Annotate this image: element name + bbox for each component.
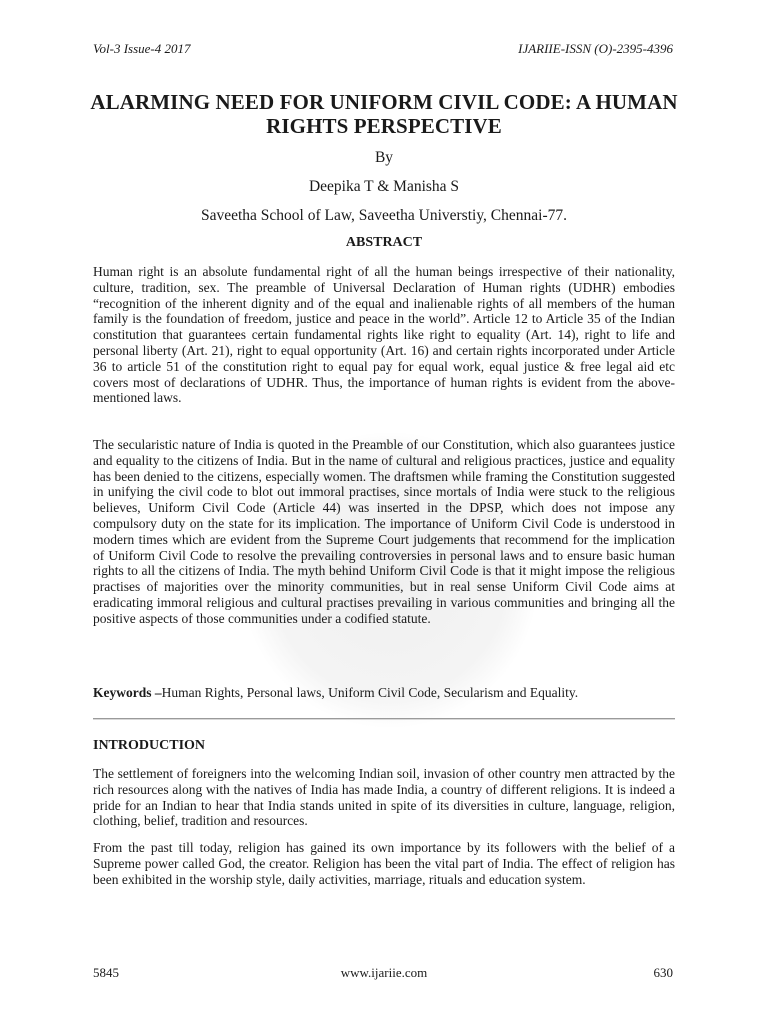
introduction-heading: INTRODUCTION: [93, 738, 206, 753]
abstract-paragraph-1: Human right is an absolute fundamental right of all the human beings irrespective of their nationality, culture, tradition, sex. The preamble of Universal Declaration of Human rights (UDHR) embodies “recognition of the inherent dignity and of the equal and inalienable rights of all members of the human family is the foundation of freedom, justice and peace in the world”. Article 12 to Article 35 of the Indian constitution that guarantees certain fundamental rights like right to equality (Art. 14), right to life and personal liberty (Art. 21), right to equal opportunity (Art. 16) and certain rights incorporated under Article 36 to article 51 of the constitution right to equal pay for equal work, equal justice & free legal aid etc covers most of declarations of UDHR. Thus, the importance of human rights is evident from the above-mentioned laws.: [93, 264, 675, 406]
keywords-label: Keywords –: [93, 685, 162, 700]
section-divider: [93, 718, 675, 719]
footer-website: www.ijariie.com: [340, 965, 428, 980]
introduction-paragraph-1: The settlement of foreigners into the welcoming Indian soil, invasion of other country men attracted by the rich resources along with the natives of India has made India, a country of different religions. It is indeed a pride for an Indian to hear that India stands united in spite of its diversities in culture, language, religion, clothing, belief, tradition and resources.: [93, 766, 675, 829]
abstract-heading: ABSTRACT: [345, 235, 423, 250]
paper-title: ALARMING NEED FOR UNIFORM CIVIL CODE: A HUMAN RIGHTS PERSPECTIVE: [90, 90, 678, 138]
abstract-paragraph-2: The secularistic nature of India is quoted in the Preamble of our Constitution, which also guarantees justice and equality to the citizens of India. But in the name of cultural and religious practices, justice and equality has been denied to the citizens, especially women. The draftsmen while framing the Constitution suggested in unifying the civil code to blot out immoral practises, since mortals of India were stuck to the religious believes, Uniform Civil Code (Article 44) was inserted in the DPSP, which does not impose any compulsory duty on the state for its implication. The importance of Uniform Civil Code is understood in modern times which are evident from the Supreme Court judgements that recommend for the implication of Uniform Civil Code to resolve the prevailing controversies in personal laws and to ensure basic human rights to all the citizens of India. The myth behind Uniform Civil Code is that it might impose the religious practises of majorities over the minority communities, but in real sense Uniform Civil Code aims at eradicating immoral religious and cultural practises prevailing in various communities and bringing all the positive aspects of those communities under a codified statute.: [93, 437, 675, 626]
byline-label: By: [374, 149, 394, 166]
keywords-text: Human Rights, Personal laws, Uniform Civil Code, Secularism and Equality.: [161, 685, 579, 700]
introduction-paragraph-2: From the past till today, religion has gained its own importance by its followers with the belief of a Supreme power called God, the creator. Religion has been the vital part of India. The effect of religion has been exhibited in the worship style, daily activities, marriage, rituals and education system.: [93, 840, 675, 887]
footer-paper-number: 5845: [93, 965, 119, 980]
footer-page-number: 630: [653, 965, 673, 980]
keywords: [93, 685, 675, 701]
affiliation: Saveetha School of Law, Saveetha Universtiy, Chennai-77.: [200, 207, 567, 224]
header-volume-issue: Vol-3 Issue-4 2017: [93, 41, 191, 56]
header-issn: IJARIIE-ISSN (O)-2395-4396: [518, 41, 673, 56]
authors: Deepika T & Manisha S: [308, 178, 460, 195]
